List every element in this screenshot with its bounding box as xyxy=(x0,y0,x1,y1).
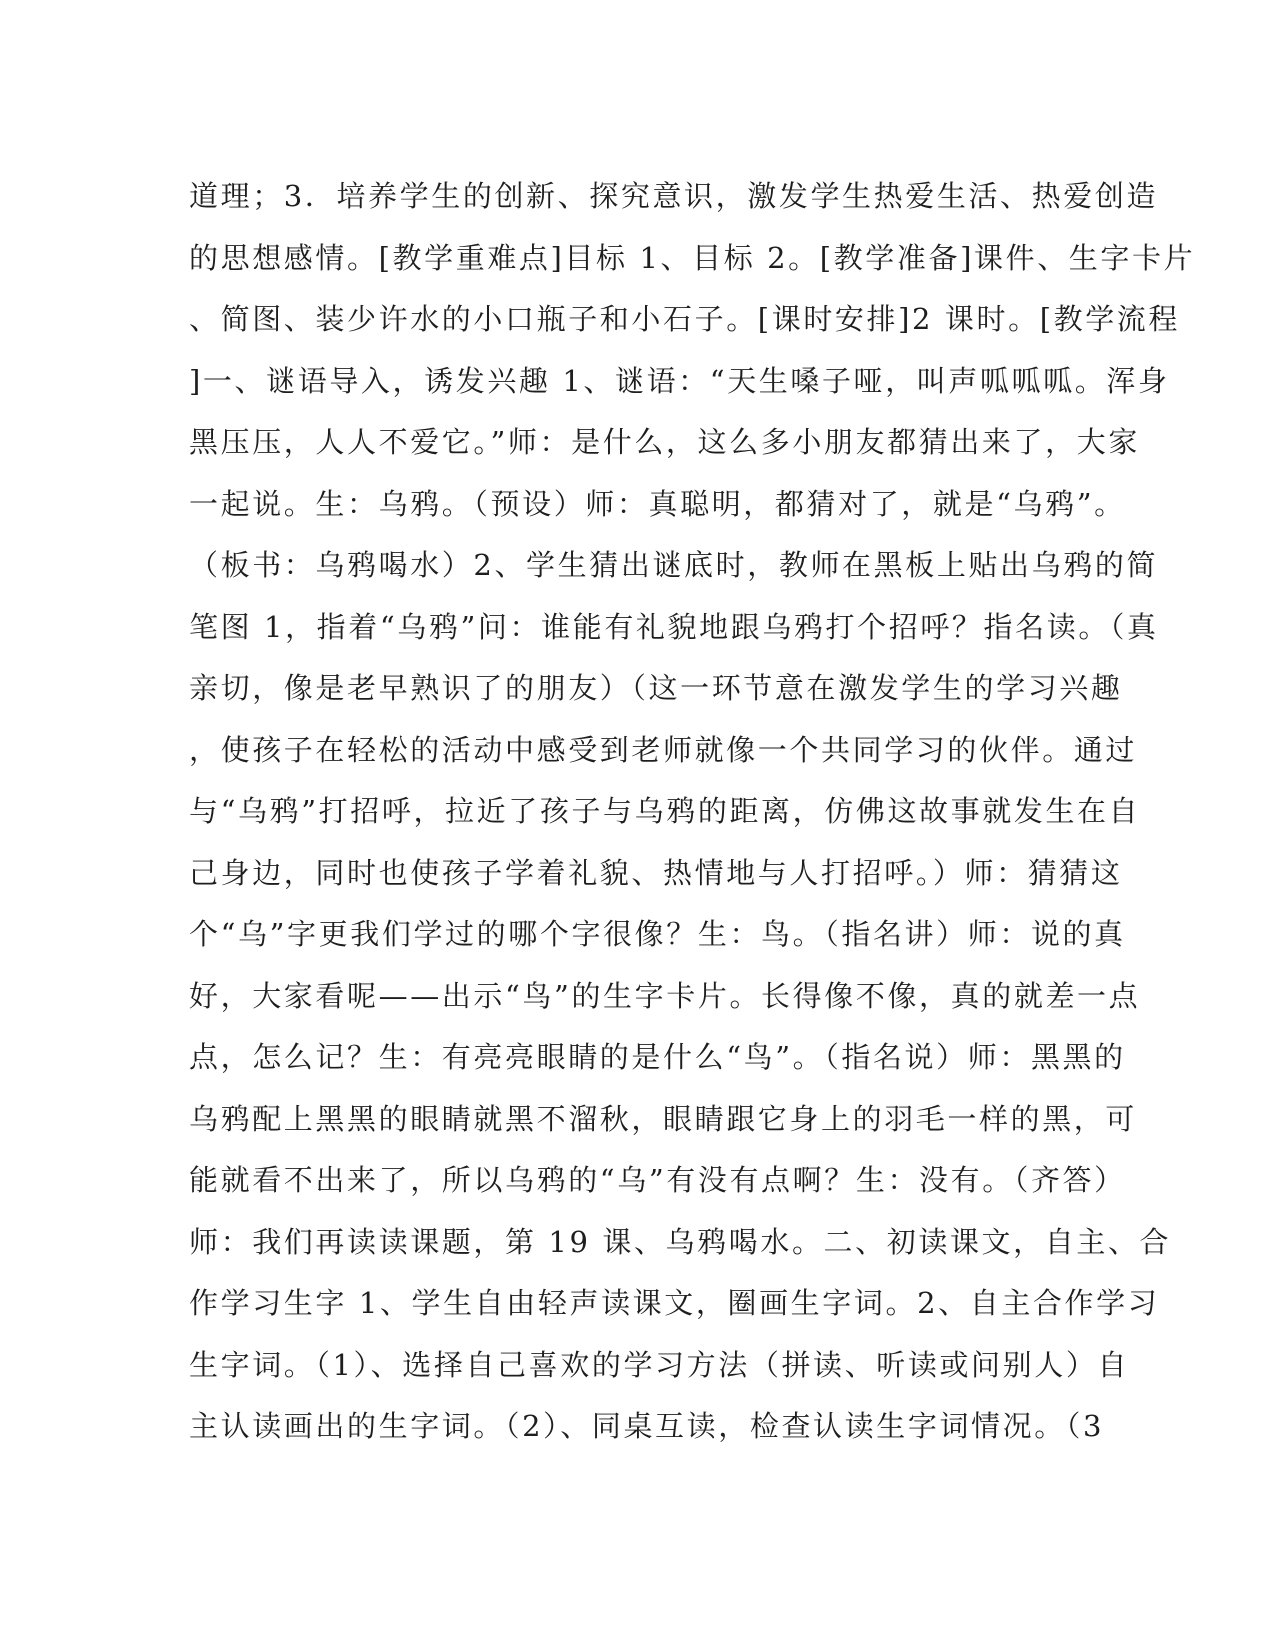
text-line-15: 点，怎么记？生：有亮亮眼睛的是什么“鸟”。（指名说）师：黑黑的 xyxy=(189,1040,1126,1074)
text-line-2: 的思想感情。[教学重难点]目标 1、目标 2。[教学准备]课件、生字卡片 xyxy=(189,240,1196,275)
text-line-9: 亲切，像是老早熟识了的朋友）（这一环节意在激发学生的学习兴趣 xyxy=(189,671,1123,705)
text-line-21: 主认读画出的生字词。（2）、同桌互读，检查认读生字词情况。（3 xyxy=(189,1409,1105,1443)
text-line-13: 个“乌”字更我们学过的哪个字很像？生：鸟。（指名讲）师：说的真 xyxy=(189,917,1126,951)
text-line-1: 道理；3．培养学生的创新、探究意识，激发学生热爱生活、热爱创造 xyxy=(189,179,1159,213)
text-line-3: 、简图、装少许水的小口瓶子和小石子。[课时安排]2 课时。[教学流程 xyxy=(189,302,1181,336)
text-line-10: ，使孩子在轻松的活动中感受到老师就像一个共同学习的伙伴。通过 xyxy=(189,732,1138,767)
text-line-12: 己身边，同时也使孩子学着礼貌、热情地与人打招呼。）师：猜猜这 xyxy=(189,855,1123,890)
body-text xyxy=(189,166,1196,1458)
text-line-20: 生字词。（1）、选择自己喜欢的学习方法（拼读、听读或问别人）自 xyxy=(189,1347,1130,1382)
text-line-4: ]一、谜语导入，诱发兴趣 1、谜语：“天生嗓子哑，叫声呱呱呱。浑身 xyxy=(189,363,1170,398)
text-line-18: 师：我们再读读课题，第 19 课、乌鸦喝水。二、初读课文，自主、合 xyxy=(189,1224,1172,1259)
text-line-19: 作学习生字 1、学生自由轻声读课文，圈画生字词。2、自主合作学习 xyxy=(189,1286,1160,1320)
text-line-11: 与“乌鸦”打招呼，拉近了孩子与乌鸦的距离，仿佛这故事就发生在自 xyxy=(189,794,1141,828)
text-line-16: 乌鸦配上黑黑的眼睛就黑不溜秋，眼睛跟它身上的羽毛一样的黑，可 xyxy=(189,1101,1138,1136)
text-line-17: 能就看不出来了，所以乌鸦的“乌”有没有点啊？生：没有。（齐答） xyxy=(189,1163,1126,1197)
text-line-7: （板书：乌鸦喝水）2、学生猜出谜底时，教师在黑板上贴出乌鸦的简 xyxy=(189,548,1159,582)
text-line-14: 好，大家看呢——出示“鸟”的生字卡片。长得像不像，真的就差一点 xyxy=(189,978,1141,1013)
text-line-6: 一起说。生：乌鸦。（预设）师：真聪明，都猜对了，就是“乌鸦”。 xyxy=(189,486,1126,521)
text-line-5: 黑压压，人人不爱它。”师：是什么，这么多小朋友都猜出来了，大家 xyxy=(189,425,1140,459)
text-line-8: 笔图 1，指着“乌鸦”问：谁能有礼貌地跟乌鸦打个招呼？指名读。（真 xyxy=(189,609,1159,644)
